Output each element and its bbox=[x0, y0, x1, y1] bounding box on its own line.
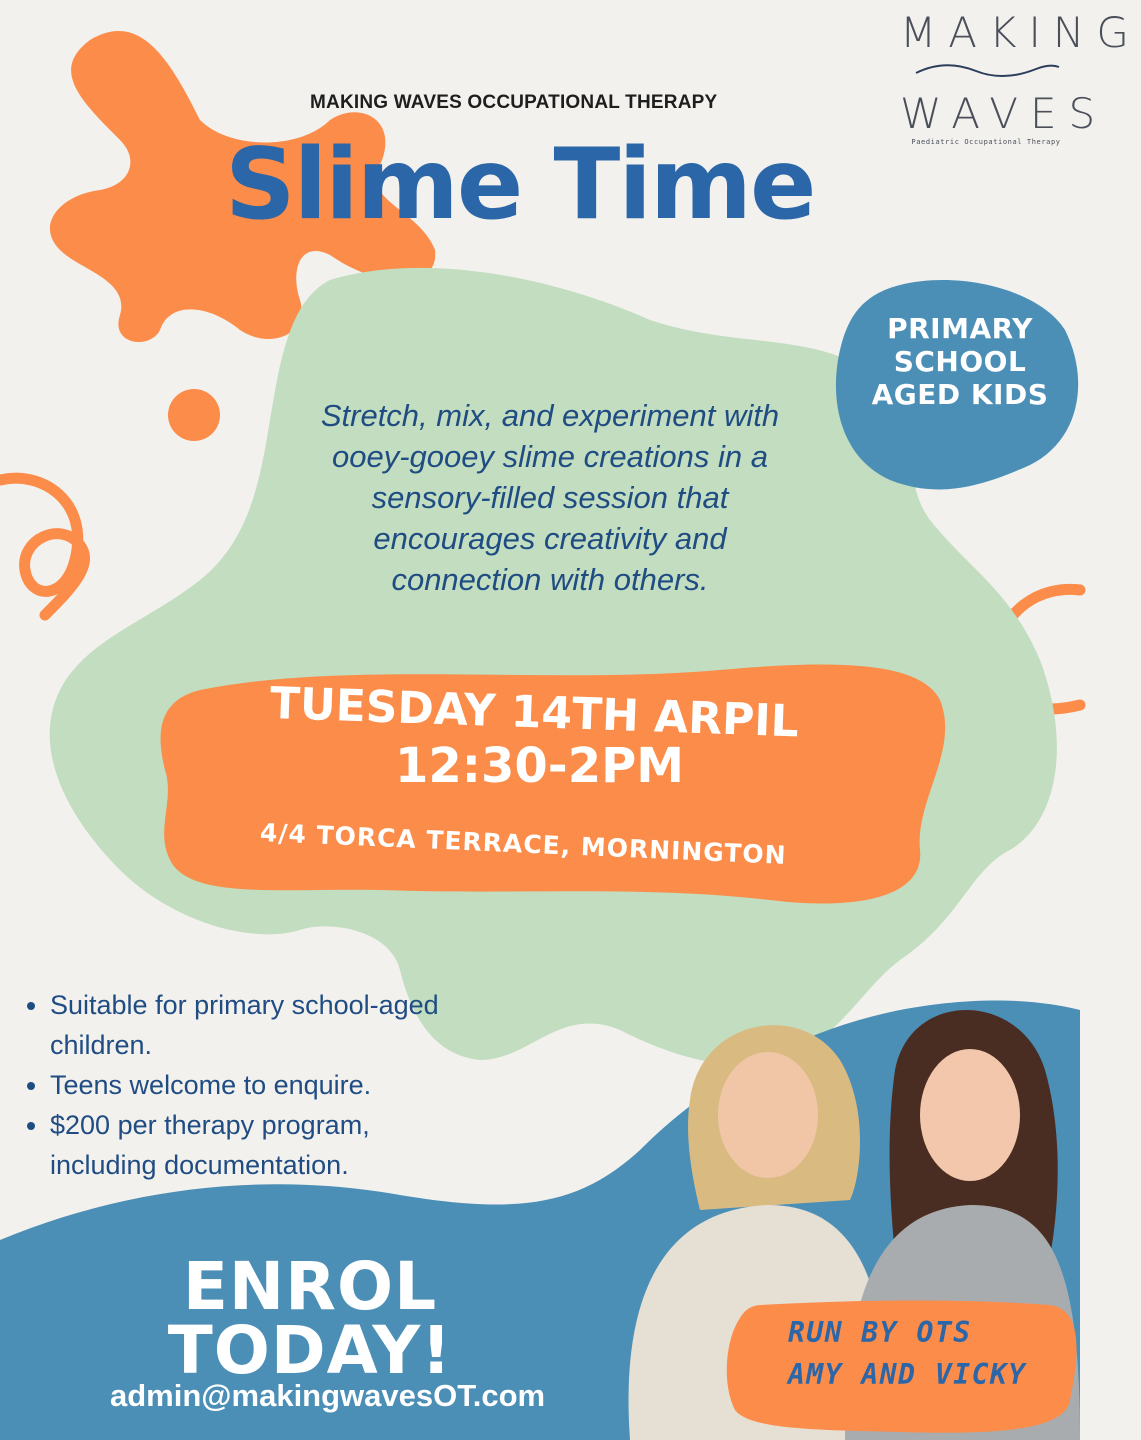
enrol-line-1: ENROL bbox=[182, 1248, 438, 1325]
detail-item-1: • Suitable for primary school-aged children. bbox=[50, 985, 452, 1065]
orange-dot bbox=[168, 389, 220, 441]
badge-line-1: PRIMARY bbox=[887, 312, 1033, 345]
person-left-face bbox=[718, 1052, 818, 1178]
event-date: TUESDAY 14TH ARPIL bbox=[269, 678, 800, 748]
detail-item-3: • $200 per therapy program, including documentation. bbox=[50, 1105, 452, 1185]
description bbox=[230, 395, 870, 600]
logo-line-2: WAVES bbox=[900, 89, 1108, 138]
description-line-1: Stretch, mix, and experiment with bbox=[320, 398, 780, 433]
wave-icon bbox=[911, 61, 1061, 81]
details-list bbox=[22, 985, 452, 1185]
org-name: MAKING WAVES OCCUPATIONAL THERAPY bbox=[310, 92, 718, 113]
description-line-2: ooey-gooey slime creations in a bbox=[332, 439, 768, 474]
staff-line-2: AMY AND VICKY bbox=[788, 1358, 1027, 1391]
description-line-3: sensory-filled session that bbox=[371, 480, 729, 515]
logo-line-1: MAKING bbox=[900, 8, 1141, 57]
staff-label bbox=[788, 1312, 1058, 1396]
detail-item-2: • Teens welcome to enquire. bbox=[50, 1065, 452, 1105]
staff-line-1: RUN BY OTS bbox=[788, 1316, 972, 1349]
logo-tagline: Paediatric Occupational Therapy bbox=[911, 138, 1061, 146]
description-line-5: connection with others. bbox=[391, 562, 709, 597]
page-title: Slime Time bbox=[225, 128, 815, 242]
email-link[interactable]: admin@makingwavesOT.com bbox=[110, 1378, 546, 1413]
age-badge bbox=[845, 312, 1075, 411]
badge-line-2: SCHOOL bbox=[893, 345, 1027, 378]
badge-line-3: AGED KIDS bbox=[871, 378, 1049, 411]
description-line-4: encourages creativity and bbox=[373, 521, 727, 556]
event-location: 4/4 TORCA TERRACE, MORNINGTON bbox=[259, 818, 788, 870]
left-squiggle bbox=[0, 478, 85, 615]
event-time: 12:30-2PM bbox=[395, 738, 685, 794]
enrol-heading bbox=[150, 1248, 470, 1389]
enrol-line-2: TODAY! bbox=[167, 1312, 453, 1389]
person-right-face bbox=[920, 1049, 1020, 1181]
logo bbox=[900, 8, 1141, 146]
